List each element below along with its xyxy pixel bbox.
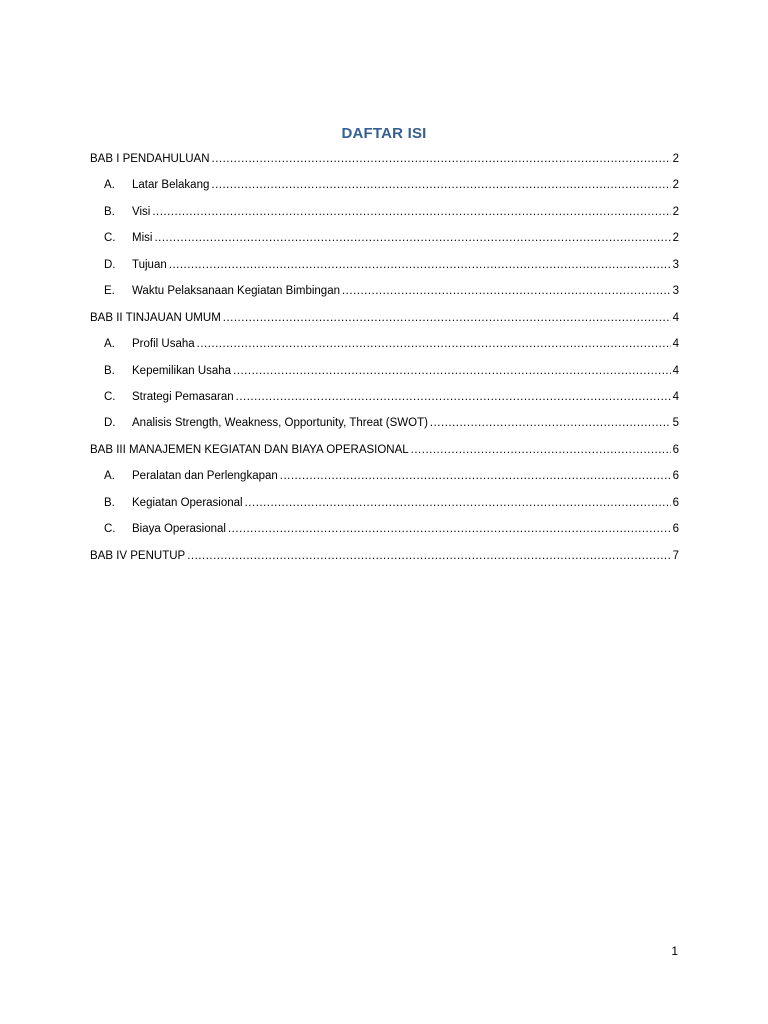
- toc-section-3a[interactable]: [90, 467, 679, 493]
- table-of-contents: [90, 150, 679, 573]
- toc-dot-leader: [228, 520, 671, 538]
- toc-entry-letter: A.: [104, 338, 115, 351]
- toc-page-number: 2: [672, 232, 679, 245]
- toc-section-1a[interactable]: [90, 176, 679, 202]
- toc-dot-leader: [152, 203, 670, 221]
- toc-entry-label: BAB IV PENUTUP: [90, 549, 186, 562]
- toc-dot-leader: [212, 150, 671, 168]
- toc-entry-label: Biaya Operasional: [132, 523, 226, 536]
- toc-dot-leader: [223, 309, 671, 327]
- toc-section-2c[interactable]: [90, 388, 679, 414]
- toc-entry-label: Kepemilikan Usaha: [132, 364, 232, 377]
- toc-entry-label: BAB III MANAJEMEN KEGIATAN DAN BIAYA OPERASIONAL: [90, 443, 409, 456]
- toc-section-2b[interactable]: [90, 362, 679, 388]
- toc-page-number: 3: [672, 285, 679, 298]
- toc-entry-label: Kegiatan Operasional: [132, 496, 243, 509]
- toc-page-number: 2: [672, 205, 679, 218]
- toc-dot-leader: [280, 467, 671, 485]
- toc-section-1b[interactable]: [90, 203, 679, 229]
- toc-entry-letter: E.: [104, 285, 115, 298]
- toc-entry-letter: D.: [104, 417, 116, 430]
- toc-entry-label: Peralatan dan Perlengkapan: [132, 470, 278, 483]
- toc-page-number: 4: [672, 311, 679, 324]
- toc-entry-label: BAB II TINJAUAN UMUM: [90, 311, 221, 324]
- toc-entry-letter: C.: [104, 523, 116, 536]
- toc-dot-leader: [154, 229, 670, 247]
- toc-page-number: 5: [672, 417, 679, 430]
- toc-chapter-2[interactable]: [90, 309, 679, 335]
- toc-dot-leader: [211, 176, 670, 194]
- toc-entry-letter: C.: [104, 390, 116, 403]
- toc-entry-label: Profil Usaha: [132, 338, 195, 351]
- toc-chapter-3[interactable]: [90, 441, 679, 467]
- toc-dot-leader: [197, 335, 671, 353]
- toc-dot-leader: [187, 547, 670, 565]
- toc-dot-leader: [169, 256, 671, 274]
- toc-entry-letter: B.: [104, 496, 115, 509]
- toc-entry-label: Analisis Strength, Weakness, Opportunity, Threat (SWOT): [132, 417, 428, 430]
- toc-section-1c[interactable]: [90, 229, 679, 255]
- toc-page-number: 6: [672, 523, 679, 536]
- toc-dot-leader: [236, 388, 671, 406]
- toc-section-1e[interactable]: [90, 282, 679, 308]
- toc-dot-leader: [233, 362, 671, 380]
- toc-section-2d[interactable]: [90, 414, 679, 440]
- toc-page-number: 4: [672, 338, 679, 351]
- toc-chapter-1[interactable]: [90, 150, 679, 176]
- toc-page-number: 2: [672, 153, 679, 165]
- toc-entry-label: BAB I PENDAHULUAN: [90, 153, 210, 165]
- toc-section-3b[interactable]: [90, 494, 679, 520]
- toc-dot-leader: [430, 414, 671, 432]
- toc-entry-label: Waktu Pelaksanaan Kegiatan Bimbingan: [132, 285, 340, 298]
- toc-page-number: 6: [672, 470, 679, 483]
- toc-entry-letter: D.: [104, 258, 116, 271]
- toc-section-2a[interactable]: [90, 335, 679, 361]
- toc-entry-label: Tujuan: [132, 258, 167, 271]
- toc-entry-label: Strategi Pemasaran: [132, 390, 234, 403]
- toc-section-1d[interactable]: [90, 256, 679, 282]
- toc-page-number: 2: [672, 179, 679, 192]
- toc-page-number: 6: [672, 496, 679, 509]
- toc-page-number: 3: [672, 258, 679, 271]
- toc-entry-letter: A.: [104, 179, 115, 192]
- toc-page-number: 7: [672, 549, 679, 562]
- toc-entry-label: Latar Belakang: [132, 179, 210, 192]
- toc-page-number: 6: [672, 443, 679, 456]
- toc-section-3c[interactable]: [90, 520, 679, 546]
- toc-page-number: 4: [672, 364, 679, 377]
- toc-entry-label: Misi: [132, 232, 153, 245]
- page-title: DAFTAR ISI: [341, 125, 427, 142]
- toc-dot-leader: [411, 441, 671, 459]
- toc-entry-letter: C.: [104, 232, 116, 245]
- footer-page-number: 1: [671, 944, 678, 958]
- toc-dot-leader: [245, 494, 671, 512]
- toc-entry-label: Visi: [132, 205, 151, 218]
- toc-dot-leader: [342, 282, 671, 300]
- toc-entry-letter: B.: [104, 205, 115, 218]
- toc-chapter-4[interactable]: [90, 547, 679, 573]
- toc-entry-letter: B.: [104, 364, 115, 377]
- toc-page-number: 4: [672, 390, 679, 403]
- toc-entry-letter: A.: [104, 470, 115, 483]
